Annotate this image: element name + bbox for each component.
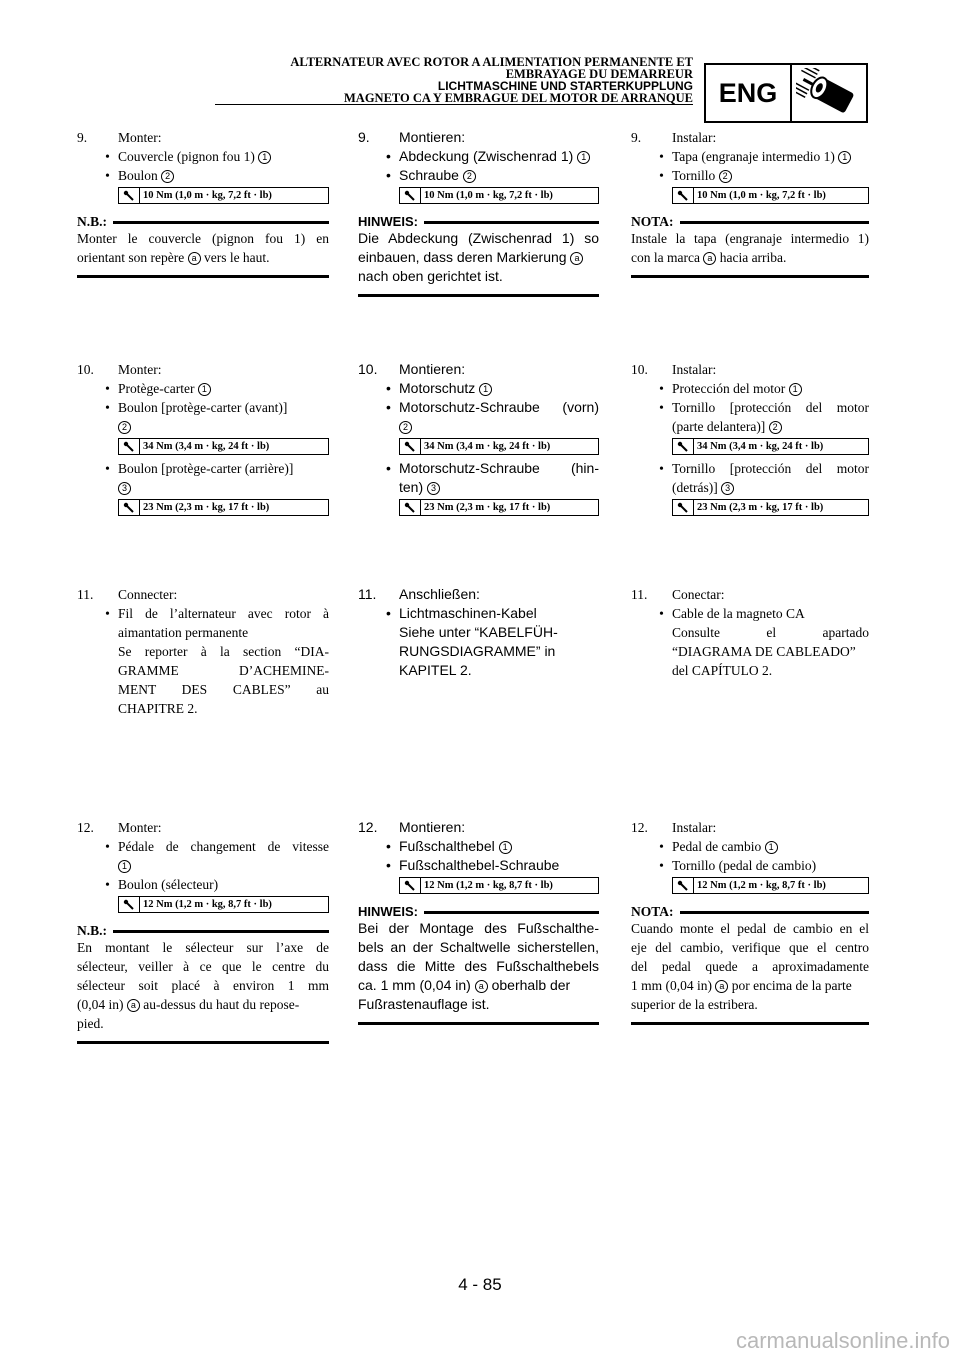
torque-value: 12 Nm (1,2 m · kg, 8,7 ft · lb) xyxy=(424,880,553,891)
note-box xyxy=(358,904,599,1025)
note-label: HINWEIS: xyxy=(358,904,418,919)
wrench-icon xyxy=(400,878,421,893)
torque-spec xyxy=(399,877,599,894)
es-step-9: 9. Instalar: • Tapa (engranaje intermedio 1) 1 • Tornillo 2 10 Nm (1,0 m · kg, 7,2 ft · lb) NOTA: Instale la tapa (engranaje intermedio 1) con la marca a hacia arriba. xyxy=(631,128,869,278)
item: Boulon xyxy=(118,168,158,183)
note-text: pied. xyxy=(77,1016,104,1031)
wrench-icon xyxy=(119,897,140,912)
es-step-12: 12. Instalar: • Pedal de cambio 1 • Tornillo (pedal de cambio) 12 Nm (1,2 m · kg, 8,7 ft · lb) NOTA: Cuando monte el pedal de cambio en el eje del cambio, verifique que el centro del pedal quede a aproximadamente 1 mm (0,04 in) a por encima de la parte superior de la estribera. xyxy=(631,818,869,1025)
item: Tornillo (pedal de cambio) xyxy=(672,858,817,873)
de-step-11: 11. Anschließen: • Lichtmaschinen-Kabel Siehe unter “KABELFÜH- RUNGSDIAGRAMME” in KAPITEL 2. xyxy=(358,585,599,680)
torque-spec xyxy=(672,187,869,204)
torque-value: 10 Nm (1,0 m · kg, 7,2 ft · lb) xyxy=(697,190,826,201)
reference-text: KAPITEL 2. xyxy=(399,662,472,678)
item: Boulon [protège-carter (avant)] xyxy=(118,400,288,415)
note-label: HINWEIS: xyxy=(358,214,418,229)
item: Motorschutz-Schraube (hin- xyxy=(399,460,599,476)
torque-value: 10 Nm (1,0 m · kg, 7,2 ft · lb) xyxy=(424,190,553,201)
note-text: por encima de la parte xyxy=(731,978,852,993)
step-title: Monter: xyxy=(118,820,162,835)
item: Protección del motor xyxy=(672,381,786,396)
step-title: Instalar: xyxy=(672,362,717,377)
note-box xyxy=(77,923,329,1044)
header-rule xyxy=(215,104,693,105)
torque-value: 12 Nm (1,2 m · kg, 8,7 ft · lb) xyxy=(697,880,826,891)
callout-number: 1 xyxy=(789,383,802,396)
torque-value: 34 Nm (3,4 m · kg, 24 ft · lb) xyxy=(697,441,824,452)
item: Pédale de changement de vitesse xyxy=(118,839,329,854)
note-text: del pedal quede a aproximadamente xyxy=(631,959,869,974)
item: Fußschalthebel-Schraube xyxy=(399,857,560,873)
item: Tornillo xyxy=(672,168,716,183)
callout-number: 3 xyxy=(427,482,440,495)
step-title: Montieren: xyxy=(399,819,466,835)
torque-spec xyxy=(118,438,329,455)
callout-letter: a xyxy=(703,252,716,265)
note-text: sélecteur, veiller à ce que le centre du xyxy=(77,959,329,974)
header-title-fr-2: EMBRAYAGE DU DEMARREUR xyxy=(505,67,693,81)
section-header xyxy=(290,56,693,104)
callout-number: 1 xyxy=(765,841,778,854)
callout-number: 1 xyxy=(577,151,590,164)
page-number: 4 - 85 xyxy=(458,1275,502,1294)
note-box xyxy=(631,904,869,1025)
step-number: 12. xyxy=(77,820,94,835)
item: Tornillo [protección del motor xyxy=(672,400,869,415)
torque-spec xyxy=(118,187,329,204)
item: Fußschalthebel xyxy=(399,838,495,854)
note-label: NOTA: xyxy=(631,904,674,919)
wrench-icon xyxy=(673,878,694,893)
callout-number: 2 xyxy=(463,170,476,183)
reference-text: “DIAGRAMA DE CABLEADO” xyxy=(672,644,856,659)
step-number: 9. xyxy=(631,130,642,145)
fr-step-11: 11. Connecter: • Fil de l’alternateur avec rotor à aimantation permanente Se reporter à la section “DIA- GRAMME D’ACHEMINE- MENT DES CABLES” au CHAPITRE 2. xyxy=(77,587,329,716)
reference-text: del CAPÍTULO 2. xyxy=(672,663,773,678)
wrench-icon xyxy=(119,500,140,515)
torque-spec xyxy=(399,438,599,455)
torque-spec xyxy=(118,499,329,516)
header-title-fr-1: ALTERNATEUR AVEC ROTOR A ALIMENTATION PERMANENTE ET xyxy=(290,55,693,69)
note-text: Monter le couvercle (pignon fou 1) en xyxy=(77,231,329,246)
step-number: 11. xyxy=(77,587,94,602)
note-text: (0,04 in) xyxy=(77,997,124,1012)
es-step-11: 11. Conectar: • Cable de la magneto CA Consulte el apartado “DIAGRAMA DE CABLEADO” del CAPÍTULO 2. xyxy=(631,587,869,678)
step-title: Anschließen: xyxy=(399,586,480,602)
note-text: orientant son repère xyxy=(77,250,185,265)
callout-number: 1 xyxy=(198,383,211,396)
note-text: eje del cambio, verifique que el centro xyxy=(631,940,869,955)
torque-spec xyxy=(672,438,869,455)
de-step-9: 9. Montieren: • Abdeckung (Zwischenrad 1) 1 • Schraube 2 10 Nm (1,0 m · kg, 7,2 ft · lb) HINWEIS: Die Abdeckung (Zwischenrad 1) so einbauen, dass deren Markierung a nach oben gerichtet ist. xyxy=(358,128,599,297)
step-number: 10. xyxy=(631,362,648,377)
eng-label: ENG xyxy=(706,65,792,121)
reference-text: MENT DES CABLES” au xyxy=(118,682,329,697)
note-box xyxy=(631,214,869,278)
step-number: 12. xyxy=(631,820,648,835)
item: Fil de l’alternateur avec rotor à xyxy=(118,606,329,621)
note-text: 1 mm (0,04 in) xyxy=(631,978,712,993)
note-text: ca. 1 mm (0,04 in) xyxy=(358,977,471,993)
callout-letter: a xyxy=(570,252,583,265)
fr-step-9: 9. Monter: • Couvercle (pignon fou 1) 1 • Boulon 2 10 Nm (1,0 m · kg, 7,2 ft · lb) N.B.: Monter le couvercle (pignon fou 1) en orientant son repère a vers le haut. xyxy=(77,128,329,278)
step-title: Montieren: xyxy=(399,361,466,377)
torque-value: 23 Nm (2,3 m · kg, 17 ft · lb) xyxy=(697,502,824,513)
callout-letter: a xyxy=(475,980,488,993)
item: Boulon [protège-carter (arrière)] xyxy=(118,461,294,476)
callout-letter: a xyxy=(188,252,201,265)
torque-value: 34 Nm (3,4 m · kg, 24 ft · lb) xyxy=(143,441,270,452)
callout-number: 2 xyxy=(161,170,174,183)
de-step-12: 12. Montieren: • Fußschalthebel 1 • Fußschalthebel-Schraube 12 Nm (1,2 m · kg, 8,7 ft · lb) HINWEIS: Bei der Montage des Fußschalthe- bels an der Schaltwelle sicherstellen, dass die Mitte des Fußschalthebels ca. 1 mm (0,04 in) a oberhalb der Fußrastenauflage ist. xyxy=(358,818,599,1025)
watermark: carmanualsonline.info xyxy=(735,1328,950,1353)
torque-spec xyxy=(399,187,599,204)
step-number: 9. xyxy=(358,129,370,145)
note-text: Instale la tapa (engranaje intermedio 1) xyxy=(631,231,869,246)
note-text: hacia arriba. xyxy=(719,250,787,265)
note-text: einbauen, dass deren Markierung xyxy=(358,249,567,265)
note-text: Bei der Montage des Fußschalthe- xyxy=(358,920,599,936)
callout-number: 2 xyxy=(118,421,131,434)
note-label: NOTA: xyxy=(631,214,674,229)
item: Motorschutz-Schraube (vorn) xyxy=(399,399,599,415)
callout-number: 2 xyxy=(769,421,782,434)
torque-spec xyxy=(118,896,329,913)
torque-spec xyxy=(399,499,599,516)
step-number: 11. xyxy=(631,587,648,602)
callout-number: 2 xyxy=(399,421,412,434)
reference-text: Consulte el apartado xyxy=(672,625,869,640)
item: Protège-carter xyxy=(118,381,195,396)
callout-number: 1 xyxy=(499,841,512,854)
reference-text: CHAPITRE 2. xyxy=(118,701,198,716)
note-text: au-dessus du haut du repose- xyxy=(143,997,300,1012)
callout-number: 1 xyxy=(118,860,131,873)
engine-icon xyxy=(792,65,866,121)
header-title-es: MAGNETO CA Y EMBRAGUE DEL MOTOR DE ARRANQUE xyxy=(344,91,693,105)
reference-text: Se reporter à la section “DIA- xyxy=(118,644,329,659)
step-number: 10. xyxy=(77,362,94,377)
note-text: con la marca xyxy=(631,250,700,265)
step-title: Montieren: xyxy=(399,129,466,145)
note-text: Fußrastenauflage ist. xyxy=(358,996,490,1012)
wrench-icon xyxy=(673,439,694,454)
note-text: En montant le sélecteur sur l’axe de xyxy=(77,940,329,955)
note-label: N.B.: xyxy=(77,923,107,938)
callout-number: 3 xyxy=(721,482,734,495)
item: aimantation permanente xyxy=(118,625,249,640)
item: (detrás)] xyxy=(672,480,718,495)
torque-value: 12 Nm (1,2 m · kg, 8,7 ft · lb) xyxy=(143,899,272,910)
note-text: bels an der Schaltwelle sicherstellen, xyxy=(358,939,599,955)
torque-value: 10 Nm (1,0 m · kg, 7,2 ft · lb) xyxy=(143,190,272,201)
fr-step-12: 12. Monter: • Pédale de changement de vitesse 1 • Boulon (sélecteur) 12 Nm (1,2 m · kg, 8,7 ft · lb) N.B.: En montant le sélecteur sur l’axe de sélecteur, veiller à ce que le centre du sélecteur soit placé à environ 1 mm (0,04 in) a au-dessus du haut du repose- pied. xyxy=(77,818,329,1044)
fr-step-10: 10. Monter: • Protège-carter 1 • Boulon [protège-carter (avant)] 2 34 Nm (3,4 m · kg, 24 ft · lb) • Boulon [protège-carter (arrière)] 3 23 Nm (2,3 m · kg, 17 ft · lb) xyxy=(77,360,329,520)
item: Abdeckung (Zwischenrad 1) xyxy=(399,148,574,164)
note-text: sélecteur soit placé à environ 1 mm xyxy=(77,978,329,993)
note-text: vers le haut. xyxy=(203,250,270,265)
item: Pedal de cambio xyxy=(672,839,762,854)
callout-number: 3 xyxy=(118,482,131,495)
wrench-icon xyxy=(119,188,140,203)
eng-badge xyxy=(704,63,868,123)
callout-number: 1 xyxy=(838,151,851,164)
step-number: 12. xyxy=(358,819,378,835)
callout-number: 1 xyxy=(479,383,492,396)
wrench-icon xyxy=(400,500,421,515)
step-number: 11. xyxy=(358,586,377,602)
callout-letter: a xyxy=(127,999,140,1012)
note-text: Cuando monte el pedal de cambio en el xyxy=(631,921,869,936)
reference-text: Siehe unter “KABELFÜH- xyxy=(399,624,558,640)
wrench-icon xyxy=(400,439,421,454)
reference-text: RUNGSDIAGRAMME” in xyxy=(399,643,556,659)
step-title: Instalar: xyxy=(672,820,717,835)
es-step-10: 10. Instalar: • Protección del motor 1 • Tornillo [protección del motor (parte delantera)] 2 34 Nm (3,4 m · kg, 24 ft · lb) • Tornillo [protección del motor (detrás)] 3 23 Nm (2,3 m · kg, 17 ft · lb) xyxy=(631,360,869,520)
step-title: Monter: xyxy=(118,130,162,145)
reference-text: GRAMME D’ACHEMINE- xyxy=(118,663,329,678)
wrench-icon xyxy=(673,188,694,203)
item: (parte delantera)] xyxy=(672,419,766,434)
callout-number: 1 xyxy=(258,151,271,164)
step-title: Monter: xyxy=(118,362,162,377)
note-box xyxy=(77,214,329,278)
step-title: Conectar: xyxy=(672,587,725,602)
wrench-icon xyxy=(119,439,140,454)
step-title: Instalar: xyxy=(672,130,717,145)
item: Tapa (engranaje intermedio 1) xyxy=(672,149,835,164)
note-label: N.B.: xyxy=(77,214,107,229)
step-title: Connecter: xyxy=(118,587,178,602)
torque-value: 23 Nm (2,3 m · kg, 17 ft · lb) xyxy=(143,502,270,513)
note-text: dass die Mitte des Fußschalthebels xyxy=(358,958,599,974)
header-title-de: LICHTMASCHINE UND STARTERKUPPLUNG xyxy=(437,79,693,93)
item: Tornillo [protección del motor xyxy=(672,461,869,476)
wrench-icon xyxy=(673,500,694,515)
item: Motorschutz xyxy=(399,380,476,396)
step-number: 9. xyxy=(77,130,88,145)
torque-spec xyxy=(672,499,869,516)
torque-spec xyxy=(672,877,869,894)
de-step-10: 10. Montieren: • Motorschutz 1 • Motorschutz-Schraube (vorn) 2 34 Nm (3,4 m · kg, 24 ft · lb) • Motorschutz-Schraube (hin- ten) 3 23 Nm (2,3 m · kg, 17 ft · lb) xyxy=(358,360,599,520)
wrench-icon xyxy=(400,188,421,203)
callout-letter: a xyxy=(715,980,728,993)
torque-value: 23 Nm (2,3 m · kg, 17 ft · lb) xyxy=(424,502,551,513)
note-box xyxy=(358,214,599,297)
item: Cable de la magneto CA xyxy=(672,606,805,621)
item: Schraube xyxy=(399,167,459,183)
note-text: nach oben gerichtet ist. xyxy=(358,268,503,284)
note-text: oberhalb der xyxy=(491,977,571,993)
step-number: 10. xyxy=(358,361,378,377)
callout-number: 2 xyxy=(719,170,732,183)
item: Boulon (sélecteur) xyxy=(118,877,219,892)
item: ten) xyxy=(399,479,424,495)
note-text: superior de la estribera. xyxy=(631,997,758,1012)
item: Lichtmaschinen-Kabel xyxy=(399,605,537,621)
torque-value: 34 Nm (3,4 m · kg, 24 ft · lb) xyxy=(424,441,551,452)
item: Couvercle (pignon fou 1) xyxy=(118,149,255,164)
note-text: Die Abdeckung (Zwischenrad 1) so xyxy=(358,230,599,246)
